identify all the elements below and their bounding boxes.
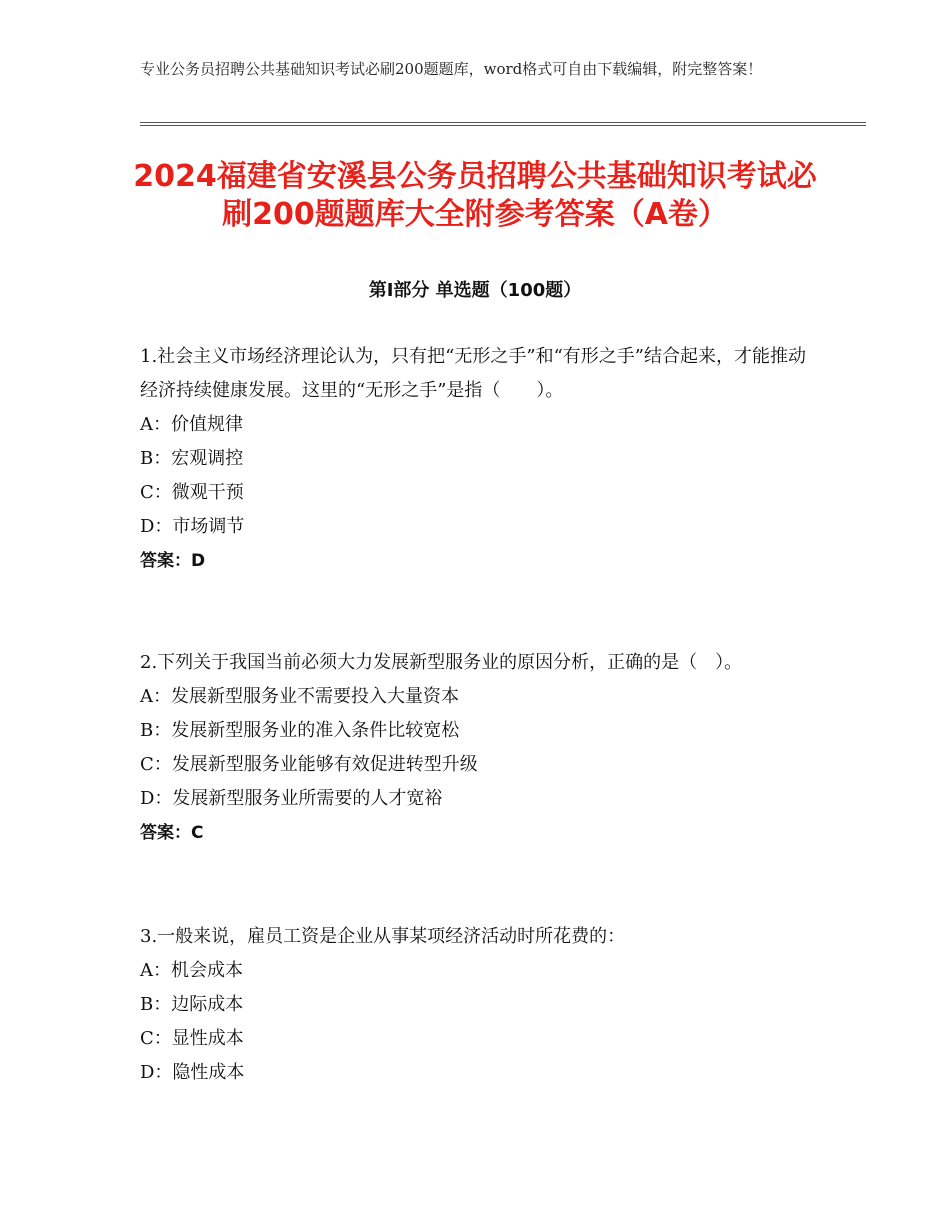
option-d: D：隐性成本 xyxy=(140,1062,245,1083)
option-b: B：边际成本 xyxy=(140,994,244,1015)
option-c: C：微观干预 xyxy=(140,482,244,503)
option-b: B：发展新型服务业的准入条件比较宽松 xyxy=(140,720,460,741)
option-c: C：发展新型服务业能够有效促进转型升级 xyxy=(140,754,478,775)
answer-line: 答案：D xyxy=(140,551,206,571)
option-a: A：价值规律 xyxy=(140,414,243,435)
question-stem: 2.下列关于我国当前必须大力发展新型服务业的原因分析，正确的是（ ）。 xyxy=(140,652,743,673)
option-d: D：发展新型服务业所需要的人才宽裕 xyxy=(140,788,443,809)
option-a: A：发展新型服务业不需要投入大量资本 xyxy=(140,686,459,707)
option-b: B：宏观调控 xyxy=(140,448,244,469)
option-d: D：市场调节 xyxy=(140,516,245,537)
question-3 xyxy=(140,920,820,1090)
question-1 xyxy=(140,340,820,578)
header-note: 专业公务员招聘公共基础知识考试必刷200题题库，word格式可自由下载编辑，附完整答案！ xyxy=(140,60,763,78)
option-c: C：显性成本 xyxy=(140,1028,244,1049)
section-heading: 第Ⅰ部分 单选题（100题） xyxy=(368,280,582,301)
header-divider-top xyxy=(140,122,866,123)
question-stem: 3.一般来说，雇员工资是企业从事某项经济活动时所花费的： xyxy=(140,926,626,947)
answer-line: 答案：C xyxy=(140,823,204,843)
question-stem: 1.社会主义市场经济理论认为，只有把“无形之手”和“有形之手”结合起来，才能推动经济持续健康发展。这里的“无形之手”是指（ ）。 xyxy=(140,346,806,401)
document-title: 2024福建省安溪县公务员招聘公共基础知识考试必刷200题题库大全附参考答案（A卷） xyxy=(133,159,817,232)
option-a: A：机会成本 xyxy=(140,960,243,981)
question-2 xyxy=(140,646,820,850)
header-divider-bottom xyxy=(140,125,866,126)
